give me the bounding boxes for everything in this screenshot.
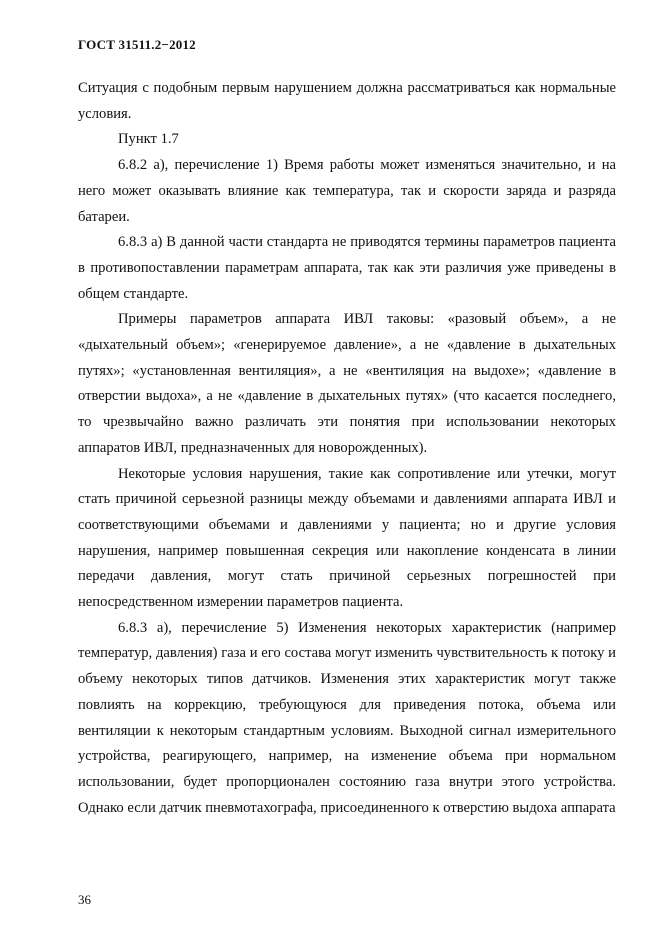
body-text: [78, 76, 616, 821]
paragraph-6-8-2: 6.8.2 a), перечисление 1) Время работы может изменяться значительно, и на него может оказывать влияние как температура, так и скорости заряда и разряда батареи.: [78, 157, 616, 225]
paragraph-continuation: Ситуация с подобным первым нарушением должна рассматриваться как нормальные условия.: [78, 80, 616, 122]
page-number: 36: [78, 892, 91, 907]
paragraph-fault-conditions: Некоторые условия нарушения, такие как сопротивление или утечки, могут стать причиной серьезной разницы между объемами и давлениями аппарата ИВЛ и соответствующими объемами и давлениями у пациента; но и другие условия нарушения, например повышенная секреция или накопление конденсата в линии передачи давления, могут стать причиной серьезных погрешностей при непосредственном измерении параметров пациента.: [78, 465, 616, 611]
page-header-standard-code: ГОСТ 31511.2−2012: [78, 37, 196, 52]
paragraph-examples: Примеры параметров аппарата ИВЛ таковы: «разовый объем», а не «дыхательный объем»; «генерируемое давление», а не «давление в дыхательных путях»; «установленная вентиляция», а не «вентиляция на выдохе»; «давление в отверстии выдоха», а не «давление в дыхательных путях» (что касается последнего, то чрезвычайно важно различать эти понятия при использовании некоторых аппаратов ИВЛ, предназначенных для новорожденных).: [78, 311, 616, 456]
paragraph-6-8-3-a: 6.8.3 a) В данной части стандарта не приводятся термины параметров пациента в противопоставлении параметрам аппарата, так как эти различия уже приведены в общем стандарте.: [78, 234, 616, 302]
paragraph-clause-heading: Пункт 1.7: [118, 131, 179, 148]
paragraph-6-8-3-a-item-5: 6.8.3 a), перечисление 5) Изменения некоторых характеристик (например температур, давления) газа и его состава могут изменить чувствительность к потоку и объему некоторых типов датчиков. Изменения этих характеристик могут также повлиять на коррекцию, требующуюся для приведения потока, объема или вентиляции к некоторым стандартным условиям. Выходной сигнал измерительного устройства, реагирующего, например, на изменение объема при нормальном использовании, будет пропорционален состоянию газа внутри этого устройства. Однако если датчик пневмотахографа, присоединенного к отверстию выдоха аппарата: [78, 619, 616, 816]
